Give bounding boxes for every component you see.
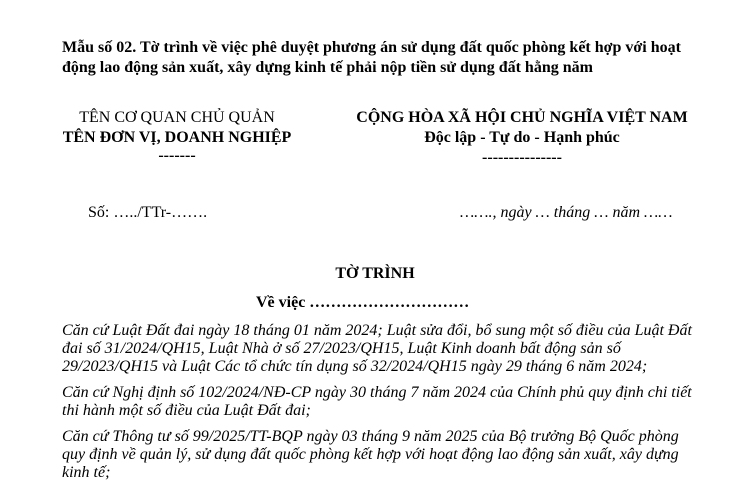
legal-basis-paragraph: Căn cứ Thông tư số 99/2025/TT-BQP ngày 03 tháng 9 năm 2025 của Bộ trưởng Bộ Quốc phòng quy định về quản lý, sử dụng đất quốc phòng kết hợp với hoạt động lao động sản xuất, xây dựng kinh tế; — [62, 428, 679, 481]
parent-agency-name: TÊN CƠ QUAN CHỦ QUẢN — [79, 109, 275, 126]
unit-name: TÊN ĐƠN VỊ, DOANH NGHIỆP — [62, 129, 292, 146]
document-date: ……., ngày … tháng … năm …… — [460, 204, 673, 221]
national-motto: Độc lập - Tự do - Hạnh phúc — [424, 129, 620, 146]
motto-separator: --------------- — [482, 149, 562, 166]
legal-basis-section — [62, 322, 702, 490]
form-title: Mẫu số 02. Tờ trình về việc phê duyệt phương án sử dụng đất quốc phòng kết hợp với hoạt động lao động sản xuất, xây dựng kinh tế phải nộp tiền sử dụng đất hằng năm — [62, 39, 681, 76]
document-subject: Về việc ………………………… — [256, 294, 470, 311]
legal-basis-paragraph: Căn cứ Nghị định số 102/2024/NĐ-CP ngày 30 tháng 7 năm 2024 của Chính phủ quy định chi tiết thi hành một số điều của Luật Đất đai; — [62, 384, 692, 419]
legal-basis-paragraph: Căn cứ Luật Đất đai ngày 18 tháng 01 năm 2024; Luật sửa đổi, bổ sung một số điều của Luật Đất đai số 31/2024/QH15, Luật Nhà ở số 27/2023/QH15, Luật Kinh doanh bất động sản số 29/2023/QH15 và Luật Các tổ chức tín dụng số 32/2024/QH15 ngày 29 tháng 6 năm 2024; — [62, 322, 692, 375]
document-title: TỜ TRÌNH — [335, 265, 415, 282]
national-title-block — [312, 108, 732, 168]
agency-separator: ------- — [158, 147, 196, 164]
country-name: CỘNG HÒA XÃ HỘI CHỦ NGHĨA VIỆT NAM — [356, 109, 688, 126]
issuing-agency-block — [52, 108, 302, 164]
document-number: Số: …../TTr-……. — [88, 204, 208, 221]
